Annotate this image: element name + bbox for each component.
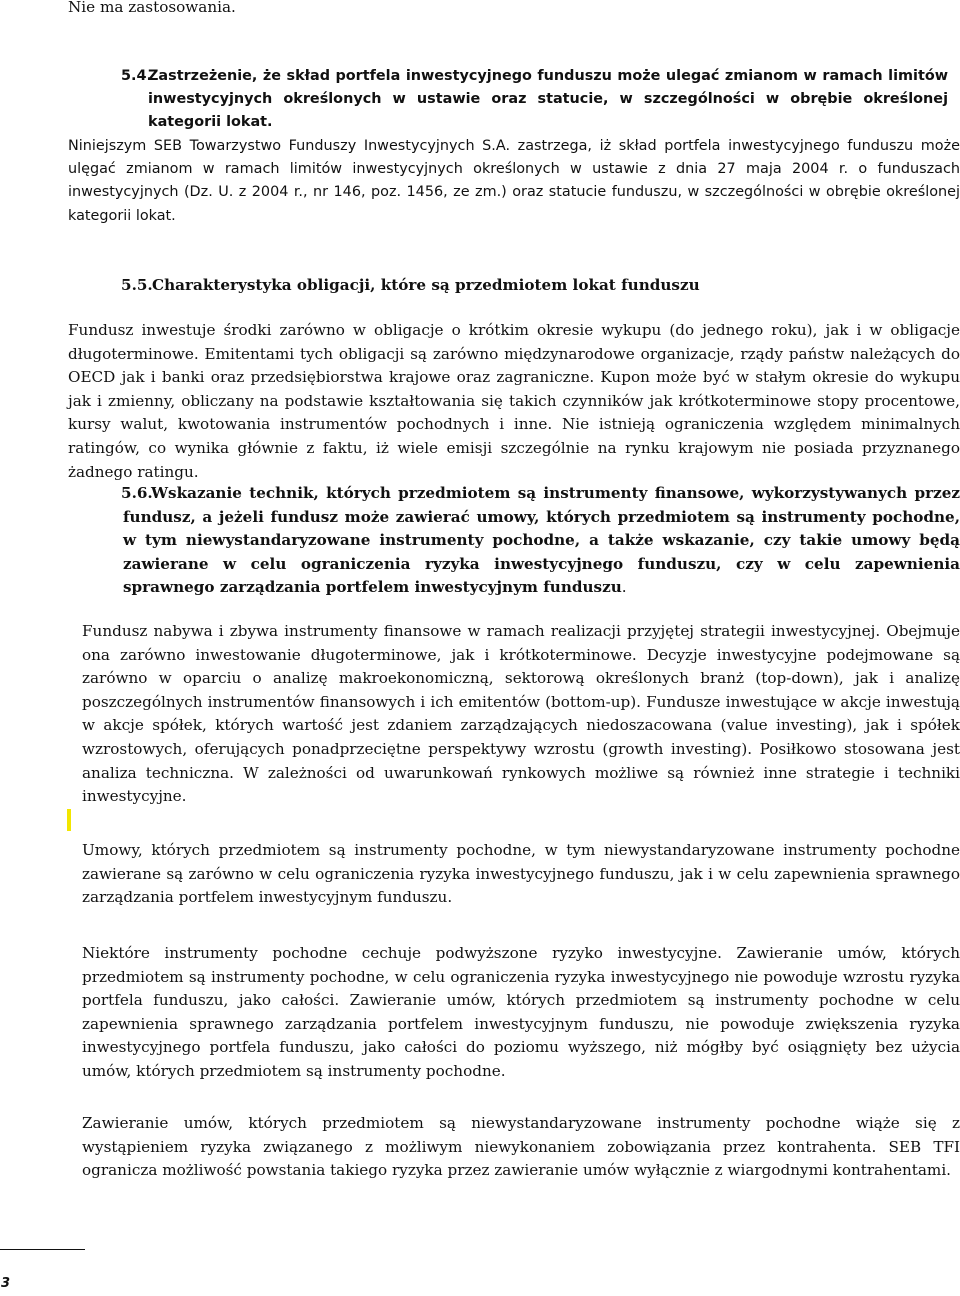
section-5-6-number: 5.6. (121, 484, 153, 502)
section-5-5-heading: Charakterystyka obligacji, które są przedmiotem lokat funduszu (152, 276, 700, 294)
section-5-6-heading-end: . (621, 578, 627, 597)
page-number: 3 (1, 1276, 11, 1291)
section-5-6-paragraph-1: Fundusz nabywa i zbywa instrumenty finansowe w ramach realizacji przyjętej strategii inwestycyjnej. Obejmuje ona zarówno inwestowanie długoterminowe, jak i krótkoterminowe. Decyzje inwestycyjne podejmowane są zarówno w oparciu o analizę makroekonomiczną, sektorową określonych branż (top-down), jak i analizę poszczególnych instrumentów finansowych i ich emitentów (bottom-up). Fundusze inwestujące w akcje inwestują w akcje spółek, których wartość jest zdaniem zarządzających niedoszacowana (value investing), jak i spółek wzrostowych, oferujących ponadprzeciętne perspektywy wzrostu (growth investing). Posiłkowo stosowana jest analiza techniczna. W zależności od uwarunkowań rynkowych możliwe są również inne strategie i techniki inwestycyjne. (82, 622, 960, 806)
section-5-4-body: Niniejszym SEB Towarzystwo Funduszy Inwestycyjnych S.A. zastrzega, iż skład portfela inwestycyjnego funduszu może ulęgać zmianom w ramach limitów inwestycyjnych określonych w ustawie z dnia 27 maja 2004 r. o funduszach inwestycyjnych (Dz. U. z 2004 r., nr 146, poz. 1456, ze zm.) oraz statucie funduszu, w szczególności w obrębie określonej kategorii lokat. (68, 138, 960, 224)
section-5-4-heading: Zastrzeżenie, że skład portfela inwestycyjnego funduszu może ulegać zmianom w ramach limitów inwestycyjnych określonych w ustawie oraz statucie, w szczególności w obrębie określonej kategorii lokat. (148, 68, 948, 131)
section-5-6-heading (123, 482, 960, 600)
section-5-4-number: 5.4. (121, 68, 152, 84)
change-bar (67, 809, 71, 831)
section-5-5-number: 5.5. (121, 276, 153, 294)
section-5-6-paragraph-4: Zawieranie umów, których przedmiotem są niewystandaryzowane instrumenty pochodne wiąże się z wystąpieniem ryzyka związanego z możliwym niewykonaniem zobowiązania przez kontrahenta. SEB TFI ogranicza możliwość powstania takiego ryzyka przez zawieranie umów wyłącznie z wiargodnymi kontrahentami. (82, 1114, 960, 1180)
section-5-5-body: Fundusz inwestuje środki zarówno w obligacje o krótkim okresie wykupu (do jednego roku), jak i w obligacje długoterminowe. Emitentami tych obligacji są zarówno międzynarodowe organizacje, rządy państw należących do OECD jak i banki oraz przedsiębiorstwa krajowe oraz zagraniczne. Kupon może być w stałym okresie do wykupu jak i zmienny, obliczany na podstawie kształtowania się takich czynników jak krótkoterminowe stopy procentowe, kursy walut, kwotowania instrumentów pochodnych i inne. Nie istnieją ograniczenia względem minimalnych ratingów, co wynika głównie z faktu, iż wiele emisji szczególnie na rynku krajowym nie posiada przyznanego żadnego ratingu. (68, 321, 960, 481)
top-note: Nie ma zastosowania. (68, 0, 236, 16)
section-5-6-paragraph-2: Umowy, których przedmiotem są instrumenty pochodne, w tym niewystandaryzowane instrumenty pochodne zawierane są zarówno w celu ograniczenia ryzyka inwestycyjnego funduszu, jak i w celu zapewnienia sprawnego zarządzania portfelem inwestycyjnym funduszu. (82, 841, 960, 907)
section-5-6-paragraph-3: Niektóre instrumenty pochodne cechuje podwyższone ryzyko inwestycyjne. Zawieranie umów, których przedmiotem są instrumenty pochodne, w celu ograniczenia ryzyka inwestycyjnego nie powoduje wzrostu ryzyka portfela funduszu, jako całości. Zawieranie umów, których przedmiotem są instrumenty pochodne w celu zapewnienia sprawnego zarządzania portfelem inwestycyjnym funduszu, nie powoduje zwiększenia ryzyka inwestycyjnego portfela funduszu, jako całości do poziomu wyższego, niż mógłby być osiągnięty bez użycia umów, których przedmiotem są instrumenty pochodne. (82, 944, 960, 1080)
section-5-6-heading-text: Wskazanie technik, których przedmiotem są instrumenty finansowe, wykorzystywanych przez fundusz, a jeżeli fundusz może zawierać umowy, których przedmiotem są instrumenty pochodne, w tym niewystandaryzowane instrumenty pochodne, a także wskazanie, czy takie umowy będą zawierane w celu ograniczenia ryzyka inwestycyjnego funduszu, czy w celu zapewnienia sprawnego zarządzania portfelem inwestycyjnym funduszu (123, 484, 960, 597)
footer-rule (0, 1249, 85, 1250)
